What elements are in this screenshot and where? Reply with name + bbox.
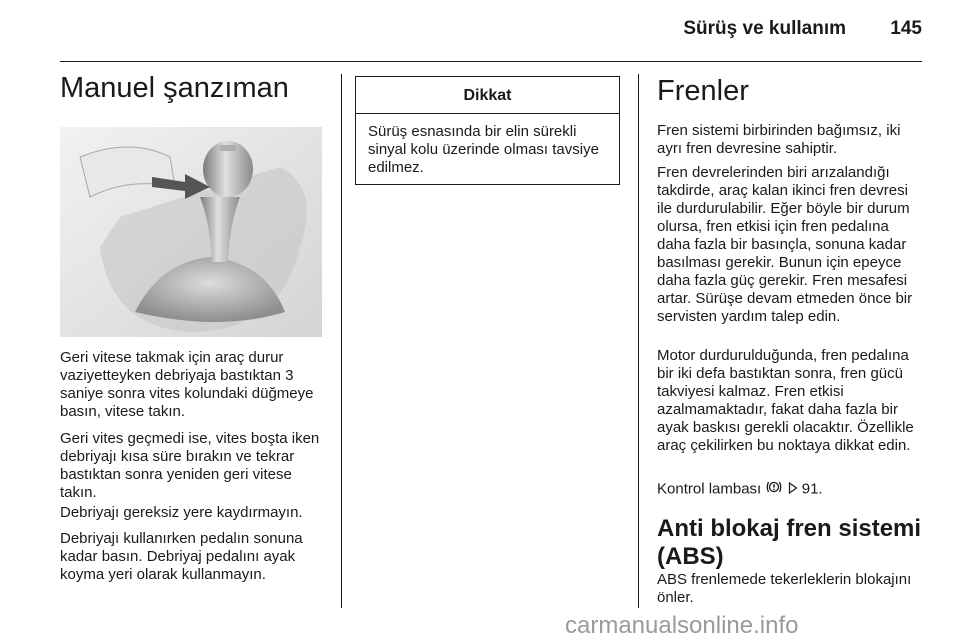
brakes-paragraph-1: Fren sistemi birbirinden bağımsız, iki ayrı fren devresine sahiptir.: [657, 122, 901, 157]
caution-text: Sürüş esnasında bir elin sürekli sinyal kolu üzerinde olması tavsiye edilmez.: [368, 123, 599, 176]
caution-title: Dikkat: [356, 77, 619, 114]
brakes-paragraph-2: Fren devrelerinden biri arızalandığı takdirde, araç kalan ikinci fren devresi ile durdurulabilir. Eğer böyle bir durum olursa, fren etkisi için fren pedalına daha fazla bir basınçla, sonuna kadar basılması gerekir. Bunun için epeyce daha fazla güç gerekir. Fren mesafesi artar. Sürüşe devam etmeden önce bir servisten yardım talep edin.: [657, 164, 913, 325]
column-divider-right: [638, 74, 639, 608]
section-heading-abs: Anti blokaj fren sistemi (ABS): [657, 515, 922, 570]
section-heading-brakes: Frenler: [657, 75, 749, 107]
watermark: carmanualsonline.info: [565, 612, 799, 639]
control-light-line: [657, 479, 922, 500]
manual-paragraph-2: Geri vites geçmedi ise, vites boşta iken debriyajı kısa süre bırakın ve tekrar bastıktan sonra yeniden geri vitese takın.: [60, 430, 320, 501]
manual-paragraph-1: Geri vitese takmak için araç durur vaziyetteyken debriyaja bastıktan 3 saniye sonra vites kolundaki düğmeye basın, vitese takın.: [60, 349, 314, 420]
brake-warning-icon: [765, 479, 783, 500]
page-reference-icon: [788, 481, 798, 499]
brakes-paragraph-3: Motor durdurulduğunda, fren pedalına bir iki defa bastıktan sonra, fren gücü takviyesi kalmaz. Fren etkisi azalmamaktadır, fakat daha fazla bir ayak baskısı gerekli olacaktır. Özellikle araç çekilirken bu noktaya dikkat edin.: [657, 347, 914, 454]
manual-paragraph-3: Debriyajı gereksiz yere kaydırmayın.: [60, 504, 303, 521]
header-rule: [60, 61, 922, 62]
manual-paragraph-4: Debriyajı kullanırken pedalın sonuna kadar basın. Debriyaj pedalını ayak koyma yeri olarak kullanmayın.: [60, 530, 303, 583]
abs-paragraph: ABS frenlemede tekerleklerin blokajını önler.: [657, 571, 912, 606]
gear-shift-figure: [60, 127, 322, 337]
control-light-page-ref[interactable]: 91.: [801, 480, 823, 498]
column-divider-left: [341, 74, 342, 608]
page-number: 145: [890, 18, 922, 39]
caution-box: [355, 76, 620, 185]
control-light-prefix: Kontrol lambası: [657, 480, 762, 498]
running-header-title: Sürüş ve kullanım: [683, 18, 846, 39]
gear-shift-knob-illustration: [60, 127, 322, 337]
section-heading-manual-transmission: Manuel şanzıman: [60, 72, 289, 104]
